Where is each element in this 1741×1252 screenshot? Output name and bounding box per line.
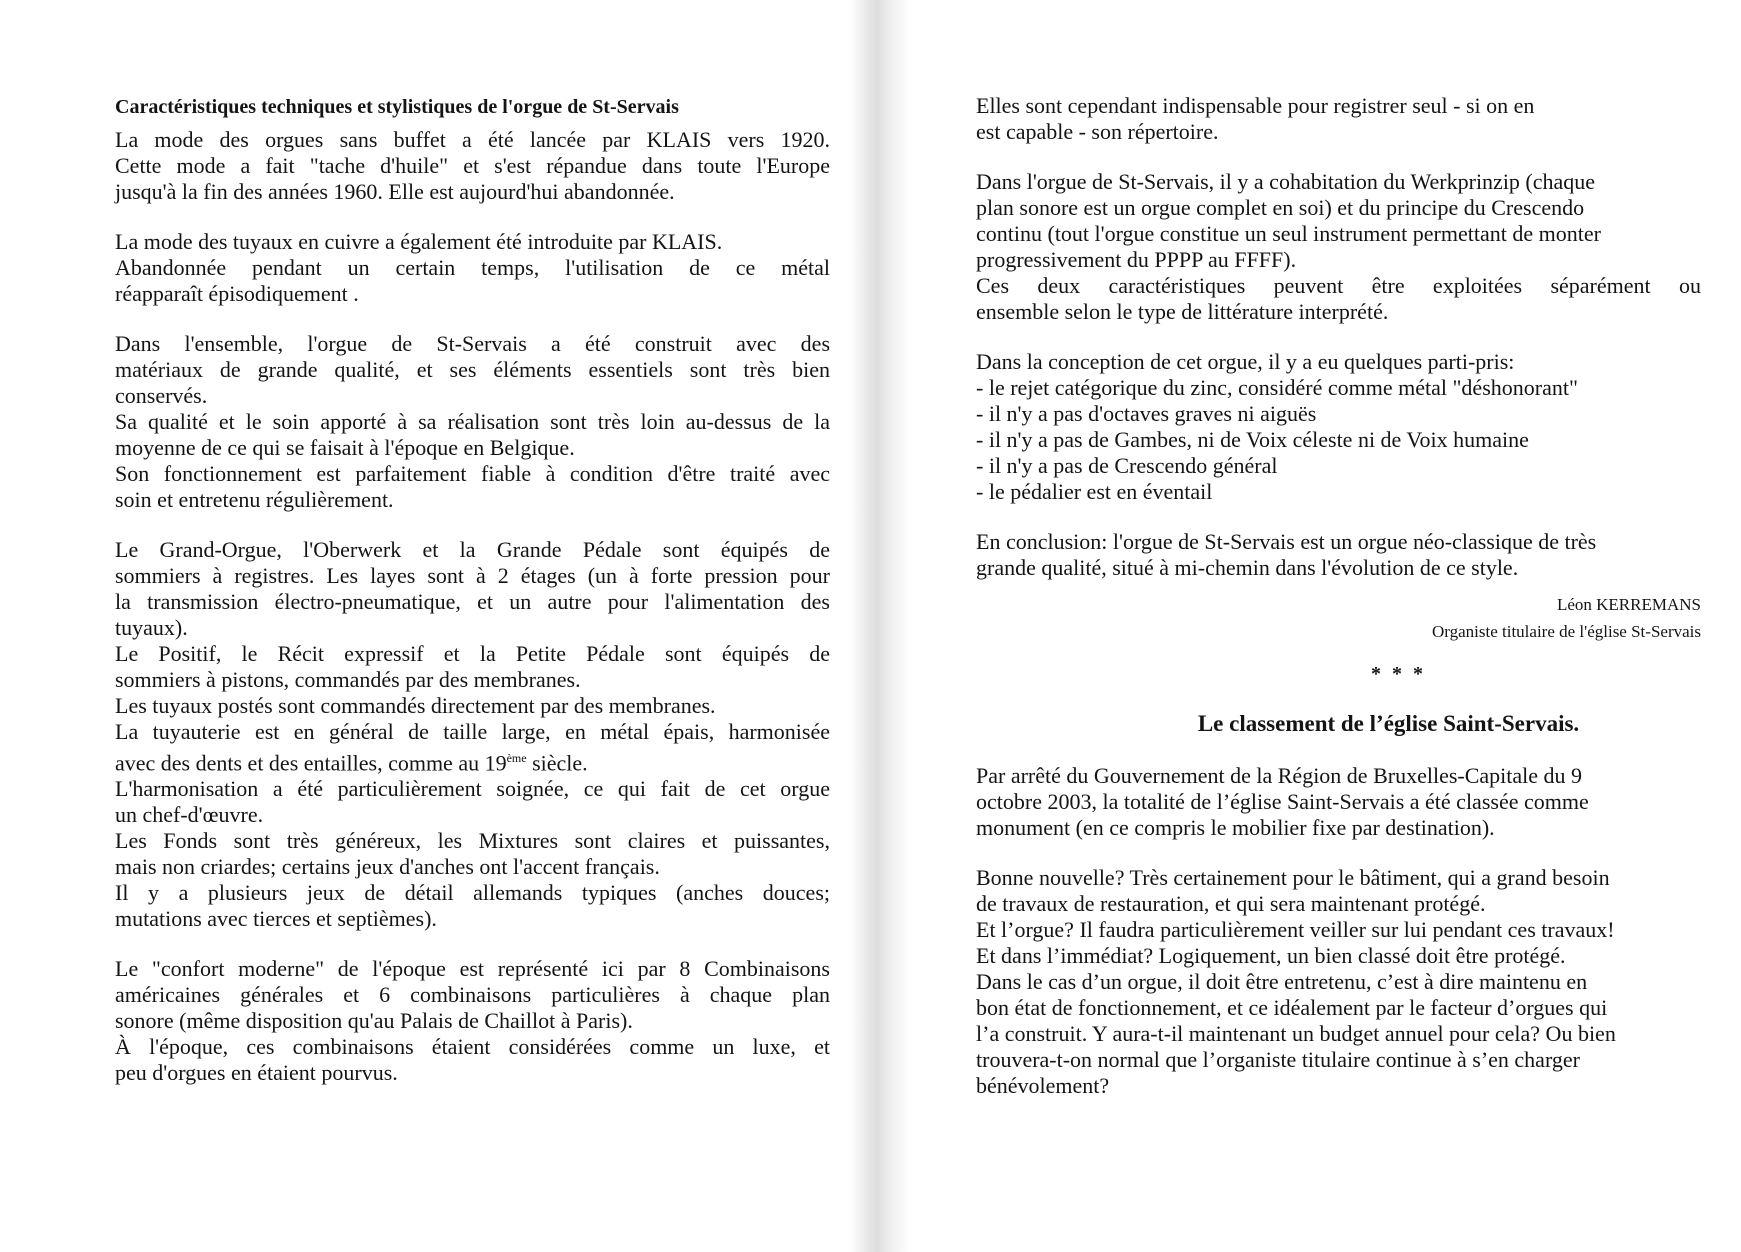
text-line: progressivement du PPPP au FFFF). xyxy=(976,247,1297,272)
text-line: Cette mode a fait "tache d'huile" et s'est répandue dans toute l'Europe xyxy=(115,153,830,178)
signature-name: Léon KERREMANS xyxy=(1556,595,1701,614)
paragraph-indispensable xyxy=(976,93,1701,145)
text-line: bénévolement? xyxy=(976,1073,1110,1098)
paragraph-confort-moderne xyxy=(115,956,830,1086)
signature-block xyxy=(976,591,1701,645)
text-line: matériaux de grande qualité, et ses éléments essentiels sont très bien xyxy=(115,357,830,382)
paragraph-arrete xyxy=(976,763,1701,841)
text-line: Dans le cas d’un orgue, il doit être entretenu, c’est à dire maintenu en xyxy=(976,969,1588,994)
text-line: ensemble selon le type de littérature interprété. xyxy=(976,299,1389,324)
section-heading-classement: Le classement de l’église Saint-Servais. xyxy=(1197,711,1580,736)
text-line: monument (en ce compris le mobilier fixe par destination). xyxy=(976,815,1495,840)
left-page-heading: Caractéristiques techniques et stylistiques de l'orgue de St-Servais xyxy=(115,96,679,118)
century-suffix: siècle. xyxy=(526,750,588,776)
text-line: sommiers à pistons, commandés par des membranes. xyxy=(115,667,581,692)
text-line: plan sonore est un orgue complet en soi) et du principe du Crescendo xyxy=(976,195,1585,220)
text-line: Abandonnée pendant un certain temps, l'utilisation de ce métal xyxy=(115,255,830,280)
text-line: Son fonctionnement est parfaitement fiable à condition d'être traité avec xyxy=(115,461,830,486)
text-line: octobre 2003, la totalité de l’église Saint-Servais a été classée comme xyxy=(976,789,1589,814)
text-line: bon état de fonctionnement, et ce idéalement par le facteur d’orgues qui xyxy=(976,995,1608,1020)
text-line: Ces deux caractéristiques peuvent être exploitées séparément ou xyxy=(976,273,1701,298)
text-line: Dans l'ensemble, l'orgue de St-Servais a été construit avec des xyxy=(115,331,830,356)
text-line: mutations avec tierces et septièmes). xyxy=(115,906,437,932)
text-line: de travaux de restauration, et qui sera maintenant protégé. xyxy=(976,891,1486,916)
section-separator: * * * xyxy=(1371,663,1426,685)
list-item: - le rejet catégorique du zinc, considéré comme métal "déshonorant" xyxy=(976,375,1578,400)
paragraph-conclusion xyxy=(976,529,1701,581)
text-line: un chef-d'œuvre. xyxy=(115,802,264,828)
text-line: Le Grand-Orgue, l'Oberwerk et la Grande Pédale sont équipés de xyxy=(115,537,830,562)
text-line: Et l’orgue? Il faudra particulièrement veiller sur lui pendant ces travaux! xyxy=(976,917,1615,942)
text-line: l’a construit. Y aura-t-il maintenant un budget annuel pour cela? Ou bien xyxy=(976,1021,1616,1046)
text-line: sonore (même disposition qu'au Palais de Chaillot à Paris). xyxy=(115,1008,633,1034)
text-line: Le "confort moderne" de l'époque est représenté ici par 8 Combinaisons xyxy=(115,956,830,982)
text-line: En conclusion: l'orgue de St-Servais est un orgue néo-classique de très xyxy=(976,529,1597,554)
text-line: est capable - son répertoire. xyxy=(976,119,1219,144)
text-line: L'harmonisation a été particulièrement soignée, ce qui fait de cet orgue xyxy=(115,776,830,802)
parti-pris-block xyxy=(976,349,1701,505)
list-item: - il n'y a pas de Gambes, ni de Voix céleste ni de Voix humaine xyxy=(976,427,1529,452)
paragraph-ensemble-qualite xyxy=(115,331,830,513)
text-line: jusqu'à la fin des années 1960. Elle est aujourd'hui abandonnée. xyxy=(115,179,675,204)
text-line: Dans l'orgue de St-Servais, il y a cohabitation du Werkprinzip (chaque xyxy=(976,169,1596,194)
list-item: - le pédalier est en éventail xyxy=(976,479,1213,504)
left-page-column xyxy=(115,93,830,1110)
paragraph-orgues-sans-buffet xyxy=(115,127,830,205)
paragraph-werkprinzip xyxy=(976,169,1701,325)
right-page-column xyxy=(976,93,1701,1123)
signature-title: Organiste titulaire de l'église St-Servais xyxy=(1431,622,1701,641)
text-line: La mode des tuyaux en cuivre a également été introduite par KLAIS. xyxy=(115,229,723,254)
text-line: la transmission électro-pneumatique, et un autre pour l'alimentation des xyxy=(115,589,830,614)
text-line: continu (tout l'orgue constitue un seul instrument permettant de monter xyxy=(976,221,1601,246)
parti-pris-intro: Dans la conception de cet orgue, il y a eu quelques parti-pris: xyxy=(976,349,1515,374)
text-line: Par arrêté du Gouvernement de la Région de Bruxelles-Capitale du 9 xyxy=(976,763,1583,788)
text-line: Et dans l’immédiat? Logiquement, un bien classé doit être protégé. xyxy=(976,943,1566,968)
text-line: sommiers à registres. Les layes sont à 2 étages (un à forte pression pour xyxy=(115,563,830,588)
text-line: Il y a plusieurs jeux de détail allemands typiques (anches douces; xyxy=(115,880,830,906)
text-line: conservés. xyxy=(115,383,208,408)
century-prefix: avec des dents et des entailles, comme au 19 xyxy=(115,750,507,776)
text-line: Le Positif, le Récit expressif et la Petite Pédale sont équipés de xyxy=(115,641,830,666)
text-line: Elles sont cependant indispensable pour registrer seul - si on en xyxy=(976,93,1535,118)
text-line-century xyxy=(115,745,830,776)
text-line: mais non criardes; certains jeux d'anches ont l'accent français. xyxy=(115,854,660,880)
text-line: Les Fonds sont très généreux, les Mixtures sont claires et puissantes, xyxy=(115,828,830,854)
text-line: réapparaît épisodiquement . xyxy=(115,281,359,306)
text-line: moyenne de ce qui se faisait à l'époque en Belgique. xyxy=(115,435,575,460)
text-line: À l'époque, ces combinaisons étaient considérées comme un luxe, et xyxy=(115,1034,830,1060)
text-line: peu d'orgues en étaient pourvus. xyxy=(115,1060,398,1086)
text-line: La tuyauterie est en général de taille large, en métal épais, harmonisée xyxy=(115,719,830,744)
list-item: - il n'y a pas de Crescendo général xyxy=(976,453,1278,478)
text-line: Bonne nouvelle? Très certainement pour le bâtiment, qui a grand besoin xyxy=(976,865,1610,890)
text-line: soin et entretenu régulièrement. xyxy=(115,487,394,512)
text-line: tuyaux). xyxy=(115,615,188,640)
paragraph-sommiers-tuyauterie xyxy=(115,537,830,932)
century-superscript: ème xyxy=(506,751,527,765)
right-page xyxy=(870,0,1741,1252)
parti-pris-list xyxy=(976,375,1701,505)
list-item: - il n'y a pas d'octaves graves ni aiguës xyxy=(976,401,1317,426)
text-line: Les tuyaux postés sont commandés directement par des membranes. xyxy=(115,693,716,718)
paragraph-bonne-nouvelle xyxy=(976,865,1701,1099)
text-line: trouvera-t-on normal que l’organiste titulaire continue à s’en charger xyxy=(976,1047,1580,1072)
text-line: Sa qualité et le soin apporté à sa réalisation sont très loin au-dessus de la xyxy=(115,409,830,434)
text-line: La mode des orgues sans buffet a été lancée par KLAIS vers 1920. xyxy=(115,127,830,152)
text-line: américaines générales et 6 combinaisons particulières à chaque plan xyxy=(115,982,830,1008)
text-line: grande qualité, situé à mi-chemin dans l'évolution de ce style. xyxy=(976,555,1519,580)
left-page xyxy=(0,0,870,1252)
paragraph-tuyaux-cuivre xyxy=(115,229,830,307)
